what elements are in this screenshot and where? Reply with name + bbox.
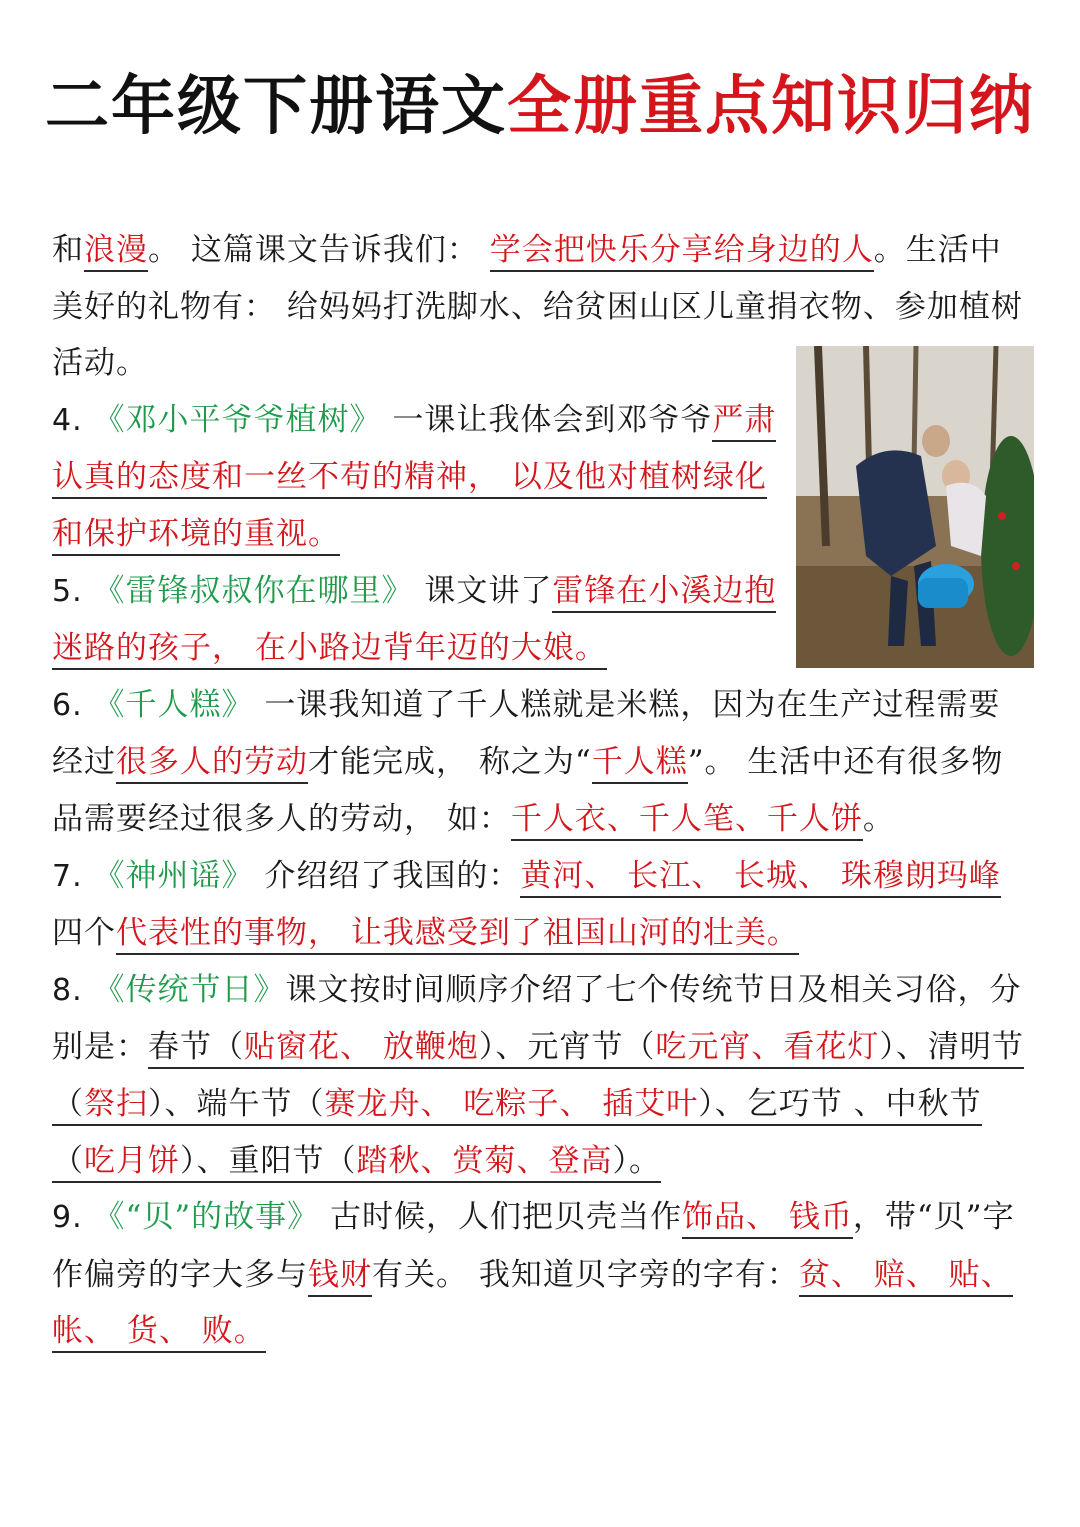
item-4 [52,392,782,563]
text: ”。 生活中还有很多物品需要经过很多人的劳动， 如： [52,744,1004,837]
title-part-black: 二年级下册语文 [45,70,507,144]
lesson-title: 《千人糕》 [93,686,254,723]
festival-label: ）、重阳节（ [180,1142,357,1179]
text: 才能完成， 称之为“ [308,744,592,781]
title-part-red: 全册重点知识归纳 [507,70,1035,144]
answer-text: 黄河、 长江、 长城、 珠穆朗玛峰 [520,858,1001,898]
item-9 [52,1189,1030,1360]
item-8 [52,962,1030,1189]
item-number: 9. [52,1200,83,1236]
answer-text: 赛龙舟、 吃粽子、 插艾叶 [324,1085,699,1122]
answer-text: 学会把快乐分享给身边的人 [490,232,874,272]
text: 和 [52,232,84,268]
answer-text: 浪漫 [84,232,148,272]
answer-text: 钱财 [308,1257,372,1297]
item-7 [52,848,1030,962]
festival-list [52,1029,1024,1182]
text: 课文按时间顺序介绍了七个传统节日及相关习俗，分别是： [52,971,1022,1066]
lesson-title: 《传统节日》 [93,971,286,1008]
text: 一课我知道了千人糕就是米糕，因为在生产过程需要经过 [52,686,1001,781]
text: 。生活中美好的礼物有： 给妈妈打洗脚水、给贫困山区儿童捐衣物、参加植树活动。 [52,232,1023,382]
festival-label: ）、清明节（ [52,1029,1024,1122]
festival-label: ）、元宵节（ [478,1029,656,1066]
text: 。 这篇课文告诉我们： [148,232,479,268]
text: 课文讲了 [424,572,553,609]
answer-text: 吃元宵、看花灯 [655,1029,880,1066]
answer-text: 雷锋在小溪边抱迷路的孩子， 在小路边背年迈的大娘。 [52,573,776,671]
answer-text: 严肃认真的态度和一丝不苟的精神， 以及他对植树绿化和保护环境的重视。 [52,402,776,556]
answer-text: 贴窗花、 放鞭炮 [244,1029,479,1066]
item-number: 7. [52,858,83,894]
answer-text: 代表性的事物， 让我感受到了祖国山河的壮美。 [116,915,799,955]
item-number: 8. [52,972,83,1008]
festival-label: ）、乞巧节 、中秋节（ [52,1085,982,1179]
lesson-title: 《邓小平爷爷植树》 [93,401,382,438]
answer-text: 千人衣、千人笔、千人饼 [511,801,863,841]
festival-label: ）。 [612,1142,661,1179]
text: 。 [862,800,895,837]
festival-label: ）、端午节（ [148,1085,325,1122]
lesson-title: 《“贝”的故事》 [93,1199,320,1236]
text: 四个 [52,915,116,952]
text: 一课让我体会到邓爷爷 [392,401,713,438]
page-title [0,62,1080,152]
item-number: 5. [52,573,83,609]
answer-text: 千人糕 [592,744,688,784]
item-number: 4. [52,402,83,438]
item-5 [52,563,782,677]
answer-text: 踏秋、赏菊、登高 [356,1142,613,1179]
answer-text: 很多人的劳动 [116,744,308,784]
text: 古时候，人们把贝壳当作 [330,1199,683,1236]
item-6 [52,677,1030,848]
festival-label: 春节（ [148,1029,244,1066]
knowledge-content [52,222,1030,1360]
lesson-title: 《雷锋叔叔你在哪里》 [93,572,414,609]
answer-text: 贫、 赔、 贴、帐、 货、 败。 [52,1257,1013,1354]
text: 介绍绍了我国的： [264,857,521,894]
text: ，带“贝”字作偏旁的字大多与 [52,1199,1015,1293]
paragraph-gift [52,222,1030,392]
answer-text: 饰品、 钱币 [682,1199,853,1239]
answer-text: 祭扫 [84,1085,148,1122]
answer-text: 吃月饼 [84,1142,180,1179]
text: 有关。 我知道贝字旁的字有： [372,1256,799,1293]
item-number: 6. [52,687,83,723]
lesson-title: 《神州谣》 [93,857,254,894]
